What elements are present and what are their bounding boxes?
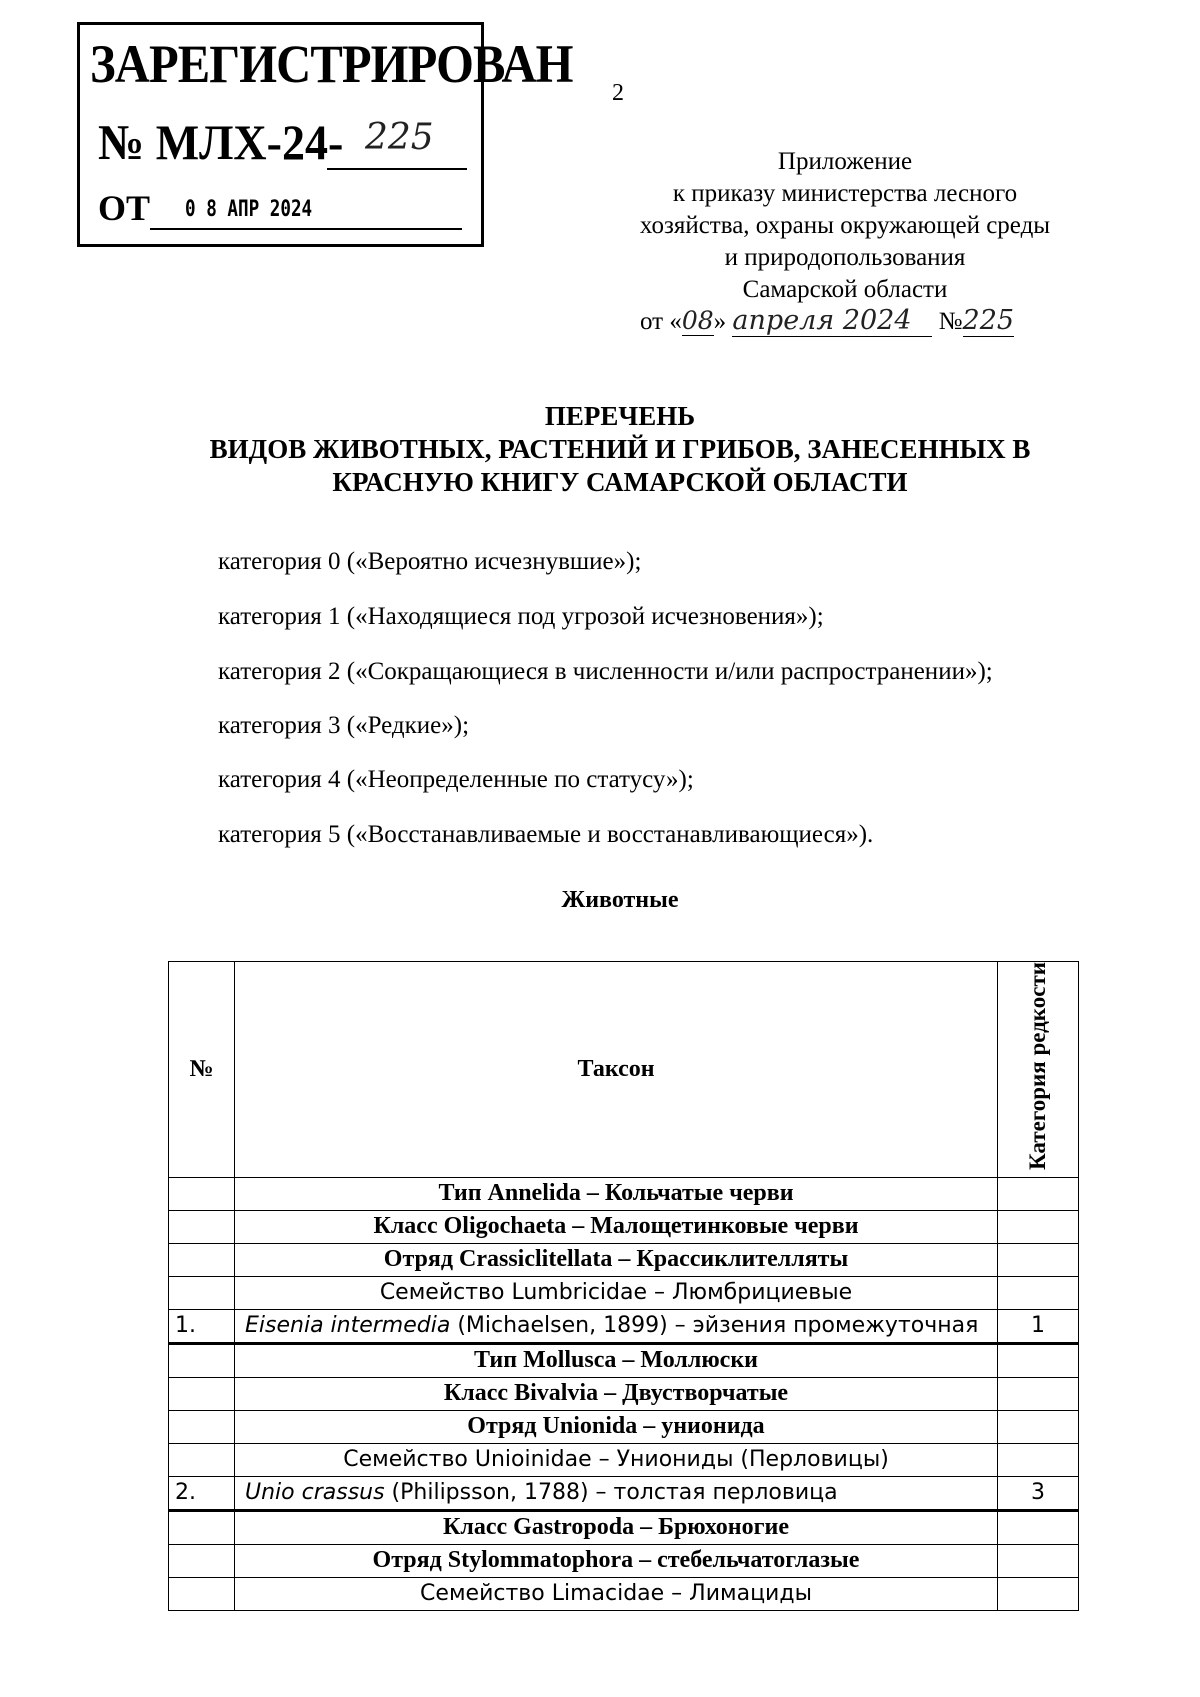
registration-stamp — [77, 22, 573, 247]
table-row — [169, 1343, 1079, 1377]
rarity-category: 1 — [998, 1309, 1079, 1343]
table-row — [169, 1476, 1079, 1510]
taxa-table — [168, 961, 1079, 1611]
appendix-line: Приложение — [777, 148, 913, 175]
species-details: (Michaelsen, 1899) – эйзения промежуточная — [450, 1313, 979, 1339]
taxon-group-heading: Тип Annelida – Кольчатые черви — [235, 1177, 998, 1210]
header-category-label: Категория редкости — [1025, 962, 1050, 1170]
rarity-category — [998, 1443, 1079, 1476]
taxon-group-heading: Отряд Stylommatophora – стебельчатоглазые — [235, 1544, 998, 1577]
taxon-group-heading: Класс Oligochaeta – Малощетинковые черви — [235, 1210, 998, 1243]
row-number — [169, 1377, 235, 1410]
rarity-category — [998, 1544, 1079, 1577]
table-row — [169, 1309, 1079, 1343]
header-taxon: Таксон — [235, 962, 998, 1178]
rarity-category — [998, 1410, 1079, 1443]
row-number — [169, 1577, 235, 1610]
row-number — [169, 1343, 235, 1377]
stamp-title: ЗАРЕГИСТРИРОВАН — [90, 34, 573, 94]
header-num: № — [169, 962, 235, 1178]
number-label: № — [938, 308, 963, 335]
row-number — [169, 1177, 235, 1210]
table-row — [169, 1377, 1079, 1410]
rarity-category — [998, 1577, 1079, 1610]
stamp-date-underline — [150, 228, 462, 230]
appendix-line: хозяйства, охраны окружающей среды — [639, 212, 1051, 239]
species-latin-name: Eisenia intermedia — [245, 1313, 451, 1339]
order-month-year: апреля 2024 — [732, 305, 932, 337]
quote-close: » — [713, 308, 727, 335]
row-number — [169, 1510, 235, 1544]
species-details: (Philipsson, 1788) – толстая перловица — [384, 1480, 838, 1506]
taxon-group-heading: Отряд Crassiclitellata – Крассиклителляты — [235, 1243, 998, 1276]
order-day: 08 — [681, 306, 714, 335]
rarity-category — [998, 1343, 1079, 1377]
stamp-number-handwritten: 225 — [365, 117, 434, 158]
row-number: 2. — [169, 1476, 235, 1510]
rarity-category — [998, 1177, 1079, 1210]
row-number — [169, 1210, 235, 1243]
row-number — [169, 1243, 235, 1276]
title-line: ПЕРЕЧЕНЬ — [544, 401, 696, 431]
row-number — [169, 1410, 235, 1443]
rarity-category — [998, 1210, 1079, 1243]
rarity-category — [998, 1243, 1079, 1276]
appendix-line: и природопользования — [724, 244, 966, 271]
title-line: КРАСНУЮ КНИГУ САМАРСКОЙ ОБЛАСТИ — [332, 467, 908, 497]
table-row — [169, 1410, 1079, 1443]
rarity-category — [998, 1377, 1079, 1410]
order-date-line — [640, 305, 1110, 337]
taxon-group-heading: Класс Gastropoda – Брюхоногие — [235, 1510, 998, 1544]
category-item: категория 3 («Редкие»); — [218, 712, 470, 739]
taxon-family: Семейство Unioinidae – Униониды (Перловицы) — [235, 1443, 998, 1476]
from-label: от « — [640, 308, 682, 335]
taxon-group-heading: Класс Bivalvia – Двустворчатые — [235, 1377, 998, 1410]
table-row — [169, 1210, 1079, 1243]
table-row — [169, 1510, 1079, 1544]
category-item: категория 4 («Неопределенные по статусу»); — [218, 766, 694, 793]
taxon-group-heading: Отряд Unionida – унионида — [235, 1410, 998, 1443]
table-row — [169, 1243, 1079, 1276]
page-number: 2 — [612, 80, 624, 106]
taxon-group-heading: Тип Mollusca – Моллюски — [235, 1343, 998, 1377]
table-row — [169, 1443, 1079, 1476]
appendix-line: Самарской области — [742, 276, 948, 303]
species-taxon — [235, 1309, 998, 1343]
section-title: Животные — [561, 887, 679, 913]
document-title — [100, 400, 1140, 499]
taxon-family: Семейство Limacidae – Лимациды — [235, 1577, 998, 1610]
category-item: категория 5 («Восстанавливаемые и восстанавливающиеся»). — [218, 821, 874, 848]
table-row — [169, 1276, 1079, 1309]
stamp-date: 0 8 АПР 2024 — [185, 197, 313, 222]
rarity-category: 3 — [998, 1476, 1079, 1510]
table-row — [169, 1577, 1079, 1610]
table-row — [169, 1544, 1079, 1577]
stamp-ot-label: ОТ — [98, 188, 151, 228]
table-row — [169, 1177, 1079, 1210]
row-number — [169, 1443, 235, 1476]
taxon-family: Семейство Lumbricidae – Люмбрициевые — [235, 1276, 998, 1309]
appendix-header — [610, 146, 1080, 306]
category-item: категория 1 («Находящиеся под угрозой исчезновения»); — [218, 603, 824, 630]
species-taxon — [235, 1476, 998, 1510]
row-number — [169, 1276, 235, 1309]
order-number: 225 — [962, 305, 1015, 336]
rarity-category — [998, 1510, 1079, 1544]
row-number: 1. — [169, 1309, 235, 1343]
table-body — [169, 1177, 1079, 1610]
appendix-line: к приказу министерства лесного — [672, 180, 1018, 207]
title-line: ВИДОВ ЖИВОТНЫХ, РАСТЕНИЙ И ГРИБОВ, ЗАНЕСЕННЫХ В — [209, 434, 1031, 464]
stamp-number-prefix: № МЛХ-24- — [98, 114, 344, 170]
rarity-category — [998, 1276, 1079, 1309]
species-latin-name: Unio crassus — [245, 1480, 385, 1506]
row-number — [169, 1544, 235, 1577]
stamp-number-underline — [327, 168, 467, 170]
header-category — [998, 962, 1079, 1178]
category-item: категория 2 («Сокращающиеся в численности и/или распространении»); — [218, 658, 993, 685]
category-item: категория 0 («Вероятно исчезнувшие»); — [218, 548, 642, 575]
